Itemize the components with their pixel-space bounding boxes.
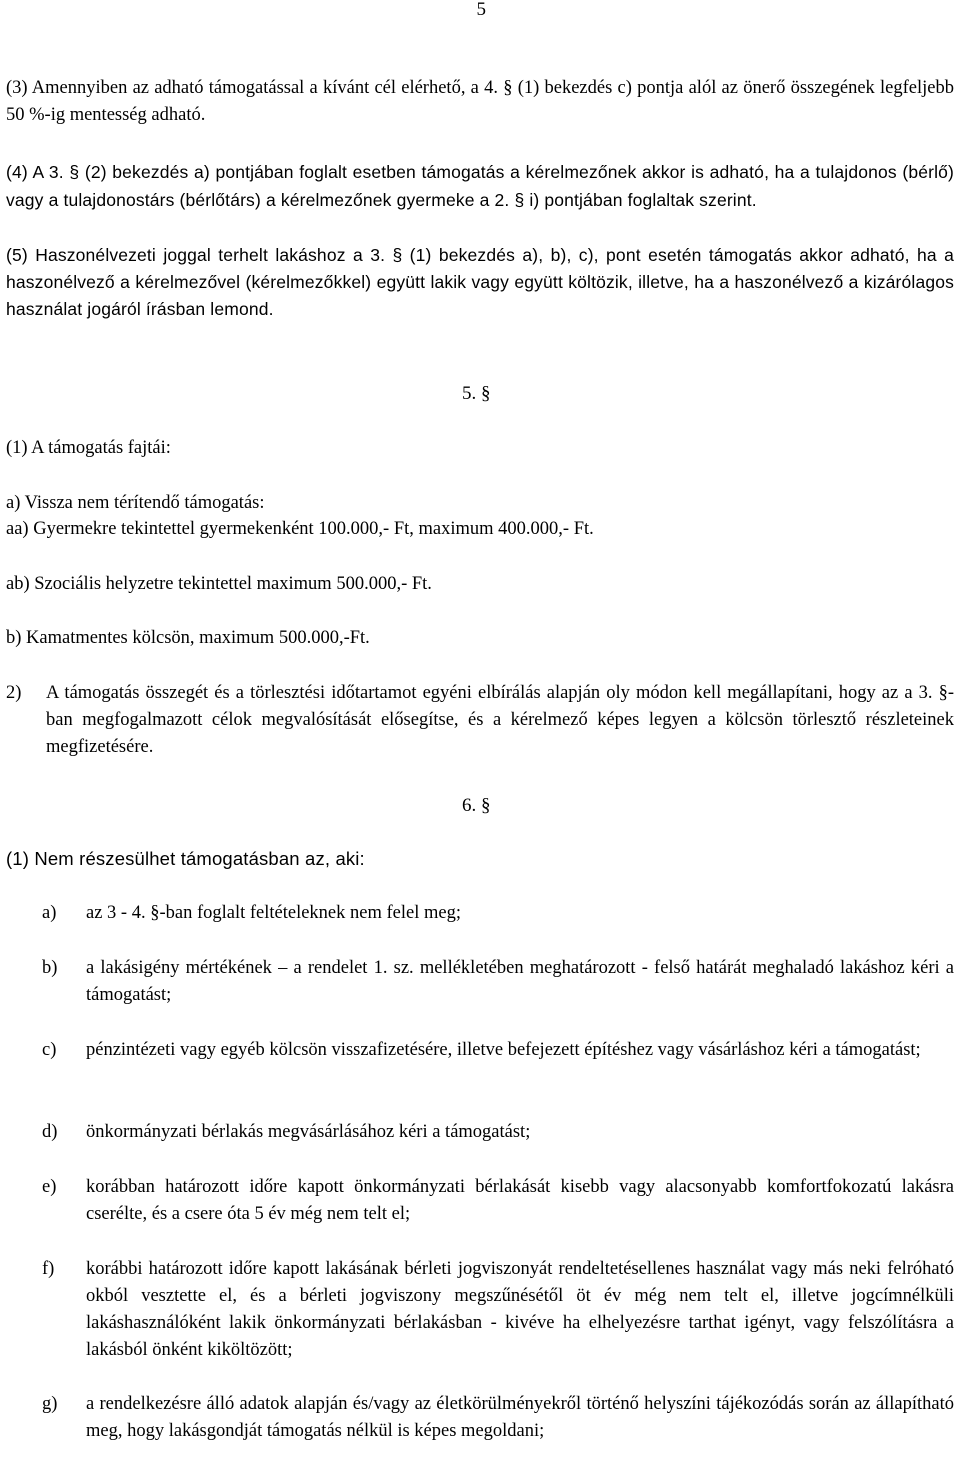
section-6-intro: (1) Nem részesülhet támogatásban az, aki: xyxy=(6,848,365,869)
list-item-label: c) xyxy=(42,1040,57,1060)
paragraph-3: (3) Amennyiben az adható támogatással a kívánt cél elérhető, a 4. § (1) bekezdés c) pontja alól az önerő összegének legfeljebb 50 %-ig mentesség adható. xyxy=(6,78,954,125)
list-item-text: önkormányzati bérlakás megvásárlásához kéri a támogatást; xyxy=(86,1122,531,1142)
item-b-interest-free-loan: b) Kamatmentes kölcsön, maximum 500.000,-Ft. xyxy=(6,628,370,648)
section-5-heading: 5. § xyxy=(462,383,491,404)
section-5-intro: (1) A támogatás fajtái: xyxy=(6,438,171,458)
list-item-c xyxy=(6,1037,954,1064)
list-item-text: a rendelkezésre álló adatok alapján és/vagy az életkörülményekről történő helyszíni tájékozódás során az állapítható meg, hogy lakásgondját támogatás nélkül is képes megoldani; xyxy=(86,1394,954,1441)
paragraph-2-amount xyxy=(6,680,954,761)
list-item-e xyxy=(6,1174,954,1228)
section-6-heading: 6. § xyxy=(462,795,491,816)
list-item-label: a) xyxy=(42,903,57,923)
list-item-text: korábbi határozott időre kapott lakásának bérleti jogviszonyát rendeltetésellenes használat vagy más neki felróható okból vesztette el, és a bérleti jogviszony megszűnésétől öt év még nem telt el, illetve jogcímnélküli lakáshasználóként lakik önkormányzati bérlakásban - kivéve ha elhelyezésre tarthat igényt, vagy felszólításra a lakásból önként kiköltözött; xyxy=(86,1259,954,1360)
list-item-text: pénzintézeti vagy egyéb kölcsön visszafizetésére, illetve befejezett építéshez vagy vásárláshoz kéri a támogatást; xyxy=(86,1040,921,1060)
paragraph-4: (4) A 3. § (2) bekezdés a) pontjában foglalt esetben támogatás a kérelmezőnek akkor is adható, ha a tulajdonos (bérlő) vagy a tulajdonostárs (bérlőtárs) a kérelmezőnek gyermeke a 2. § i) pontjában foglaltak szerint. xyxy=(6,162,954,210)
list-item-f xyxy=(6,1256,954,1364)
list-item-g xyxy=(6,1391,954,1445)
list-item-d xyxy=(6,1119,954,1146)
list-item-text: az 3 - 4. §-ban foglalt feltételeknek nem felel meg; xyxy=(86,903,461,923)
paragraph-5: (5) Haszonélvezeti joggal terhelt lakáshoz a 3. § (1) bekezdés a), b), c), pont esetén támogatás akkor adható, ha a haszonélvező a kérelmezővel (kérelmezőkkel) együtt lakik vagy együtt költözik, illetve, ha a haszonélvező a kizárólagos használat jogáról írásban lemond. xyxy=(6,245,954,319)
item-a-non-refundable: a) Vissza nem térítendő támogatás: xyxy=(6,493,265,513)
paragraph-2-text: A támogatás összegét és a törlesztési időtartamot egyéni elbírálás alapján oly módon kell megállapítani, hogy az a 3. §-ban megfogalmazott célok megvalósítását elősegítse, és a kérelmező képes legyen a kölcsön törlesztő részleteinek megfizetésére. xyxy=(46,683,954,757)
list-item-label: g) xyxy=(42,1394,58,1414)
list-item-text: a lakásigény mértékének – a rendelet 1. sz. mellékletében meghatározott - felső határát meghaladó lakáshoz kéri a támogatást; xyxy=(86,958,954,1005)
item-aa-children: aa) Gyermekre tekintettel gyermekenként 100.000,- Ft, maximum 400.000,- Ft. xyxy=(6,519,594,539)
list-item-label: b) xyxy=(42,958,58,978)
list-item-a xyxy=(6,900,954,927)
list-item-b xyxy=(6,955,954,1009)
paragraph-2-label: 2) xyxy=(6,683,22,703)
list-item-label: d) xyxy=(42,1122,58,1142)
item-ab-social: ab) Szociális helyzetre tekintettel maximum 500.000,- Ft. xyxy=(6,574,432,594)
list-item-text: korábban határozott időre kapott önkormányzati bérlakását kisebb vagy alacsonyabb komfortfokozatú lakásra cserélte, és a csere óta 5 év még nem telt el; xyxy=(86,1177,954,1224)
list-item-label: f) xyxy=(42,1259,55,1279)
page-number: 5 xyxy=(476,0,486,20)
list-item-label: e) xyxy=(42,1177,57,1197)
